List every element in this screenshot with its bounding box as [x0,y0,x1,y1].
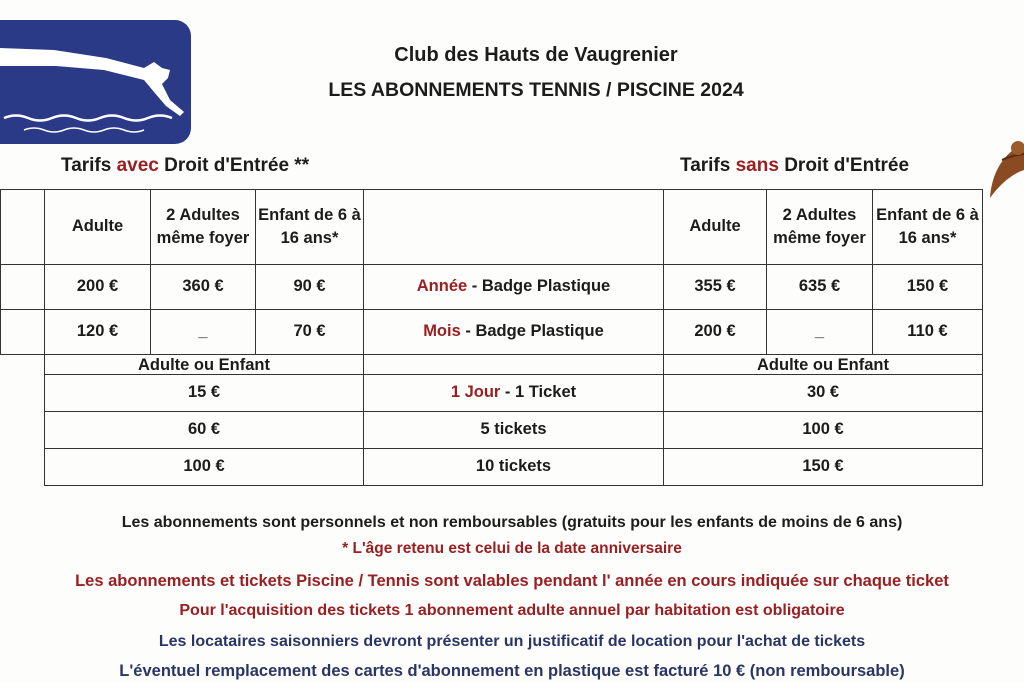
row-label: 10 tickets [364,449,664,486]
club-name: Club des Hauts de Vaugrenier [394,44,678,66]
page-title: LES ABONNEMENTS TENNIS / PISCINE 2024 [328,79,744,101]
table-row: 15 € 1 Jour - 1 Ticket 30 € [1,375,983,412]
header-adulte: Adulte [45,190,151,265]
header-deux-adultes: 2 Adultes même foyer [767,190,873,265]
table-row: 120 € _ 70 € Mois - Badge Plastique 200 € _ 110 € [1,310,983,355]
note-seasonal: Les locataires saisonniers devront présenter un justificatif de location pour l'achat de tickets [158,633,866,650]
header-adulte: Adulte [664,190,767,265]
header-enfant: Enfant de 6 à 16 ans* [256,190,364,265]
table-row: 100 € 10 tickets 150 € [1,449,983,486]
note-acquisition: Pour l'acquisition des tickets 1 abonnement adulte annuel par habitation est obligatoire [179,602,845,619]
group-label: Adulte ou Enfant [45,355,364,375]
row-label: 5 tickets [364,412,664,449]
table-row: 200 € 360 € 90 € Année - Badge Plastique 355 € 635 € 150 € [1,265,983,310]
header-deux-adultes: 2 Adultes même foyer [151,190,256,265]
row-label: 1 Jour - 1 Ticket [364,375,664,412]
group-label: Adulte ou Enfant [664,355,983,375]
table-row: 60 € 5 tickets 100 € [1,412,983,449]
note-replacement: L'éventuel remplacement des cartes d'abonnement en plastique est facturé 10 € (non remboursable) [119,662,905,680]
table-group-row [1,355,983,375]
row-label: Année - Badge Plastique [364,265,664,310]
table-header-row [1,190,983,265]
section-title-without-entry-fee: Tarifs sans Droit d'Entrée [680,155,910,176]
section-title-with-entry-fee: Tarifs avec Droit d'Entrée ** [61,155,310,176]
note-validity: Les abonnements et tickets Piscine / Tennis sont valables pendant l' année en cours indiquée sur chaque ticket [75,572,949,590]
header-enfant: Enfant de 6 à 16 ans* [873,190,983,265]
note-personal: Les abonnements sont personnels et non remboursables (gratuits pour les enfants de moins de 6 ans) [121,514,903,531]
note-age: * L'âge retenu est celui de la date anniversaire [342,540,682,557]
row-label: Mois - Badge Plastique [364,310,664,355]
tennis-racket-icon [988,120,1024,210]
pricing-table [0,189,983,486]
